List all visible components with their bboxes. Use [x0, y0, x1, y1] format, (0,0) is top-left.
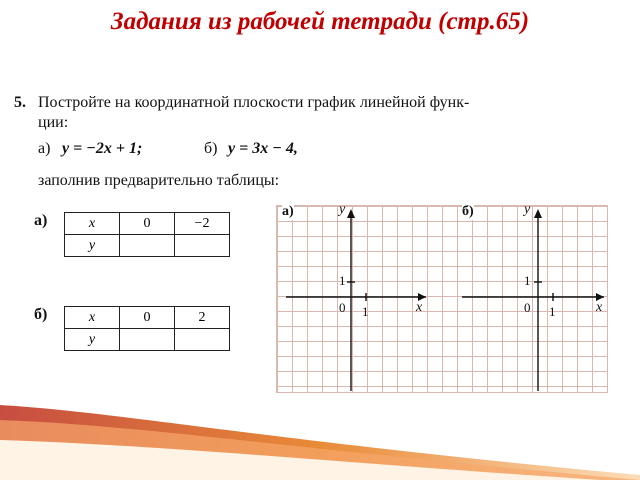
table-a-y-cell-2[interactable] [175, 235, 230, 257]
table-b-x-value-1: 0 [120, 307, 175, 329]
graph-a-x-label: x [416, 300, 423, 315]
graph-b-y-label: y [524, 202, 531, 217]
table-b-x-header: x [65, 307, 120, 329]
table-a-y-header: y [65, 235, 120, 257]
table-b-y-cell-2[interactable] [175, 329, 230, 351]
func-b-label: б) [204, 140, 218, 157]
graph-a-y-arrow [347, 209, 355, 218]
slide-title: Задания из рабочей тетради (стр.65) [110, 8, 530, 35]
graph-a-origin: 0 [339, 300, 346, 315]
axes-layer [276, 205, 608, 395]
table-a [64, 212, 230, 257]
graph-a-label: а) [282, 204, 294, 219]
graph-b-tick-y-label: 1 [524, 273, 531, 288]
table-a-x-value-2: −2 [175, 213, 230, 235]
graph-a-tick-y-label: 1 [339, 273, 346, 288]
func-a: y = −2x + 1; [62, 140, 143, 157]
table-a-x-value-1: 0 [120, 213, 175, 235]
task-line-2: ции: [38, 114, 69, 131]
decorative-sweep [0, 400, 640, 480]
table-a-y-cell-1[interactable] [120, 235, 175, 257]
graph-b-origin: 0 [524, 300, 531, 315]
table-b-y-cell-1[interactable] [120, 329, 175, 351]
task-line-1: Постройте на координатной плоскости график линейной функ- [38, 94, 470, 111]
graph-b-label: б) [462, 204, 474, 219]
graph-b-y-arrow [534, 209, 542, 218]
task-line-3: заполнив предварительно таблицы: [38, 172, 280, 189]
table-a-x-header: x [65, 213, 120, 235]
table-b-y-header: y [65, 329, 120, 351]
graph-b-tick-x-label: 1 [549, 304, 556, 319]
graph-b-x-label: x [596, 300, 603, 315]
func-a-label: а) [38, 140, 51, 157]
graph-a-y-label: y [339, 202, 346, 217]
func-b: y = 3x − 4, [228, 140, 298, 157]
task-number: 5. [14, 94, 26, 111]
table-b [64, 306, 230, 351]
graph-a-tick-x-label: 1 [362, 304, 369, 319]
textbook-page [6, 80, 626, 400]
table-a-label: а) [34, 212, 48, 229]
table-b-x-value-2: 2 [175, 307, 230, 329]
table-b-label: б) [34, 306, 48, 323]
